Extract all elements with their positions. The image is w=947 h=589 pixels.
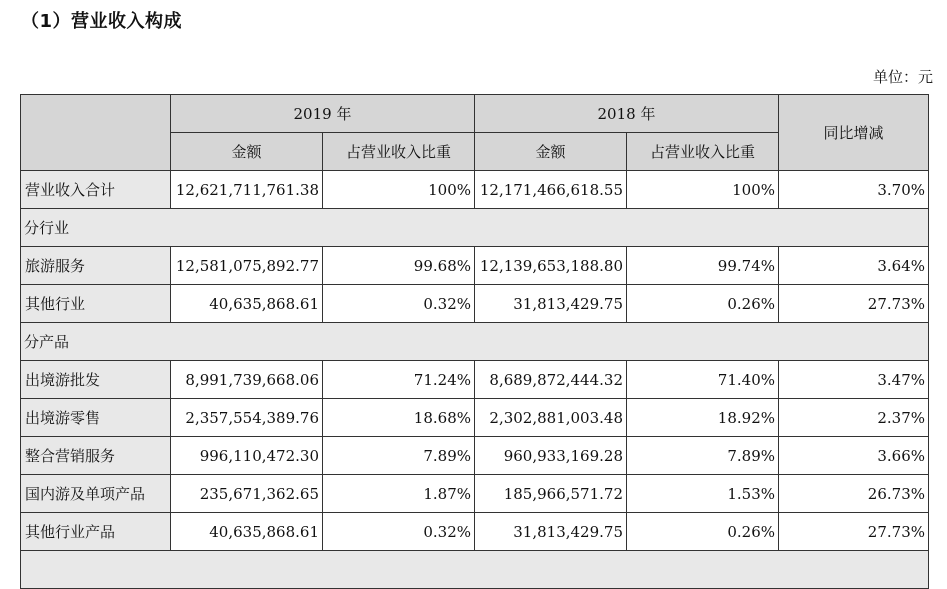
amount-2019: 2,357,554,389.76 (171, 399, 323, 437)
share-2018: 0.26% (627, 513, 779, 551)
row-label: 整合营销服务 (21, 437, 171, 475)
yoy-change: 3.66% (779, 437, 929, 475)
share-2018: 0.26% (627, 285, 779, 323)
header-yoy: 同比增减 (779, 95, 929, 171)
share-2019: 71.24% (323, 361, 475, 399)
yoy-change: 2.37% (779, 399, 929, 437)
amount-2018: 31,813,429.75 (475, 513, 627, 551)
yoy-change: 27.73% (779, 285, 929, 323)
table-row-cutoff (21, 551, 929, 589)
row-label: 营业收入合计 (21, 171, 171, 209)
header-amount-2018: 金额 (475, 133, 627, 171)
header-year-2019: 2019 年 (171, 95, 475, 133)
share-2018: 99.74% (627, 247, 779, 285)
cutoff-cell (21, 551, 929, 589)
amount-2018: 12,139,653,188.80 (475, 247, 627, 285)
table-row (21, 247, 929, 285)
table-row (21, 399, 929, 437)
row-label: 其他行业 (21, 285, 171, 323)
table-row-total (21, 171, 929, 209)
share-2019: 7.89% (323, 437, 475, 475)
amount-2019: 40,635,868.61 (171, 285, 323, 323)
share-2019: 18.68% (323, 399, 475, 437)
amount-2018: 185,966,571.72 (475, 475, 627, 513)
header-year-2018: 2018 年 (475, 95, 779, 133)
amount-2019: 235,671,362.65 (171, 475, 323, 513)
section-label-industry: 分行业 (21, 209, 929, 247)
yoy-change: 3.64% (779, 247, 929, 285)
section-row-industry (21, 209, 929, 247)
amount-2018: 12,171,466,618.55 (475, 171, 627, 209)
table-row (21, 361, 929, 399)
share-2019: 0.32% (323, 285, 475, 323)
share-2019: 99.68% (323, 247, 475, 285)
table-row (21, 285, 929, 323)
section-label-product: 分产品 (21, 323, 929, 361)
amount-2019: 40,635,868.61 (171, 513, 323, 551)
unit-label: 单位：元 (872, 68, 933, 86)
yoy-change: 26.73% (779, 475, 929, 513)
share-2018: 100% (627, 171, 779, 209)
amount-2019: 12,581,075,892.77 (171, 247, 323, 285)
amount-2019: 8,991,739,668.06 (171, 361, 323, 399)
section-row-product (21, 323, 929, 361)
yoy-change: 3.47% (779, 361, 929, 399)
header-amount-2019: 金额 (171, 133, 323, 171)
share-2018: 1.53% (627, 475, 779, 513)
header-blank-cell (21, 95, 171, 171)
share-2019: 100% (323, 171, 475, 209)
share-2019: 1.87% (323, 475, 475, 513)
header-share-2019: 占营业收入比重 (323, 133, 475, 171)
table-row (21, 437, 929, 475)
share-2018: 71.40% (627, 361, 779, 399)
amount-2019: 12,621,711,761.38 (171, 171, 323, 209)
amount-2018: 8,689,872,444.32 (475, 361, 627, 399)
amount-2018: 960,933,169.28 (475, 437, 627, 475)
row-label: 出境游零售 (21, 399, 171, 437)
row-label: 其他行业产品 (21, 513, 171, 551)
amount-2018: 31,813,429.75 (475, 285, 627, 323)
section-title: （1）营业收入构成 (21, 11, 183, 32)
table-row (21, 475, 929, 513)
header-share-2018: 占营业收入比重 (627, 133, 779, 171)
share-2018: 18.92% (627, 399, 779, 437)
yoy-change: 27.73% (779, 513, 929, 551)
row-label: 出境游批发 (21, 361, 171, 399)
revenue-table (20, 94, 929, 589)
amount-2018: 2,302,881,003.48 (475, 399, 627, 437)
table-row (21, 513, 929, 551)
row-label: 国内游及单项产品 (21, 475, 171, 513)
row-label: 旅游服务 (21, 247, 171, 285)
amount-2019: 996,110,472.30 (171, 437, 323, 475)
share-2018: 7.89% (627, 437, 779, 475)
share-2019: 0.32% (323, 513, 475, 551)
yoy-change: 3.70% (779, 171, 929, 209)
